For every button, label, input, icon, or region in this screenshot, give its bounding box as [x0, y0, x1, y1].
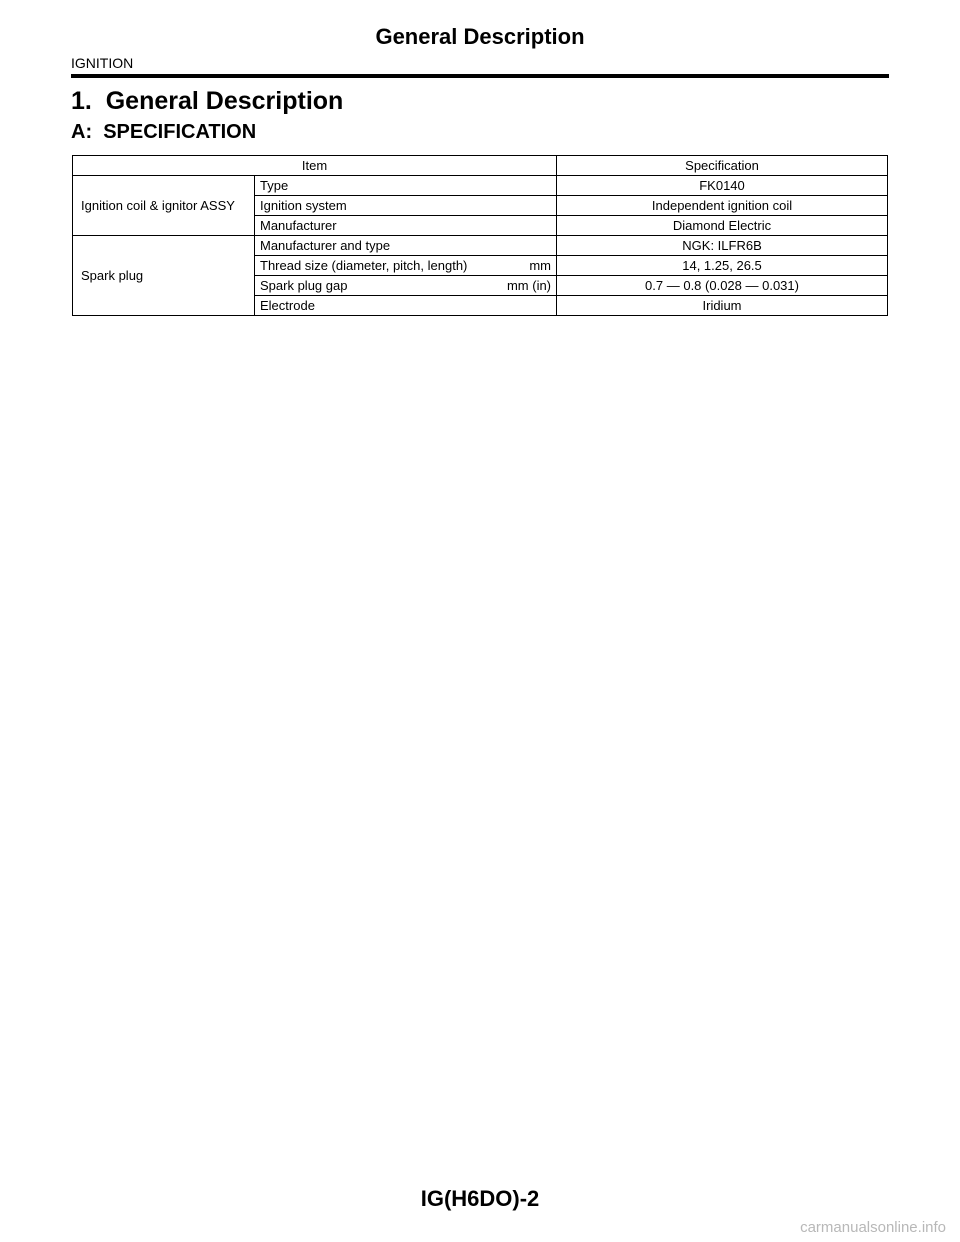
item-label: Electrode	[260, 298, 315, 313]
item-cell	[255, 296, 557, 316]
item-cell	[255, 276, 557, 296]
table-header-row	[73, 156, 888, 176]
table-row	[73, 176, 888, 196]
item-label: Type	[260, 178, 289, 193]
footer-page-id: IG(H6DO)-2	[420, 1186, 540, 1211]
item-cell	[255, 176, 557, 196]
spec-value: Diamond Electric	[557, 216, 888, 236]
header-rule	[71, 74, 889, 78]
spec-value: 14, 1.25, 26.5	[557, 256, 888, 276]
item-cell	[255, 256, 557, 276]
item-cell	[255, 216, 557, 236]
table-row	[73, 236, 888, 256]
column-header-item: Item	[73, 156, 557, 176]
group-label: Spark plug	[73, 236, 255, 316]
column-header-specification: Specification	[557, 156, 888, 176]
item-label: Manufacturer and type	[260, 238, 391, 253]
item-unit: mm (in)	[506, 278, 552, 293]
spec-value: Independent ignition coil	[557, 196, 888, 216]
spec-value: FK0140	[557, 176, 888, 196]
group-label: Ignition coil & ignitor ASSY	[73, 176, 255, 236]
page-header-title: General Description	[375, 24, 585, 49]
item-label: Thread size (diameter, pitch, length)	[260, 258, 468, 273]
spec-value: 0.7 — 0.8 (0.028 — 0.031)	[557, 276, 888, 296]
chapter-title: 1. General Description	[71, 87, 344, 115]
item-label: Spark plug gap	[260, 278, 348, 293]
item-cell	[255, 196, 557, 216]
specification-table	[72, 155, 888, 316]
watermark-text: carmanualsonline.info	[800, 1219, 946, 1236]
item-cell	[255, 236, 557, 256]
spec-value: NGK: ILFR6B	[557, 236, 888, 256]
item-label: Ignition system	[260, 198, 347, 213]
sub-title: A: SPECIFICATION	[71, 121, 257, 143]
item-unit: mm	[529, 258, 552, 273]
section-label: IGNITION	[71, 55, 134, 71]
spec-value: Iridium	[557, 296, 888, 316]
item-label: Manufacturer	[260, 218, 337, 233]
